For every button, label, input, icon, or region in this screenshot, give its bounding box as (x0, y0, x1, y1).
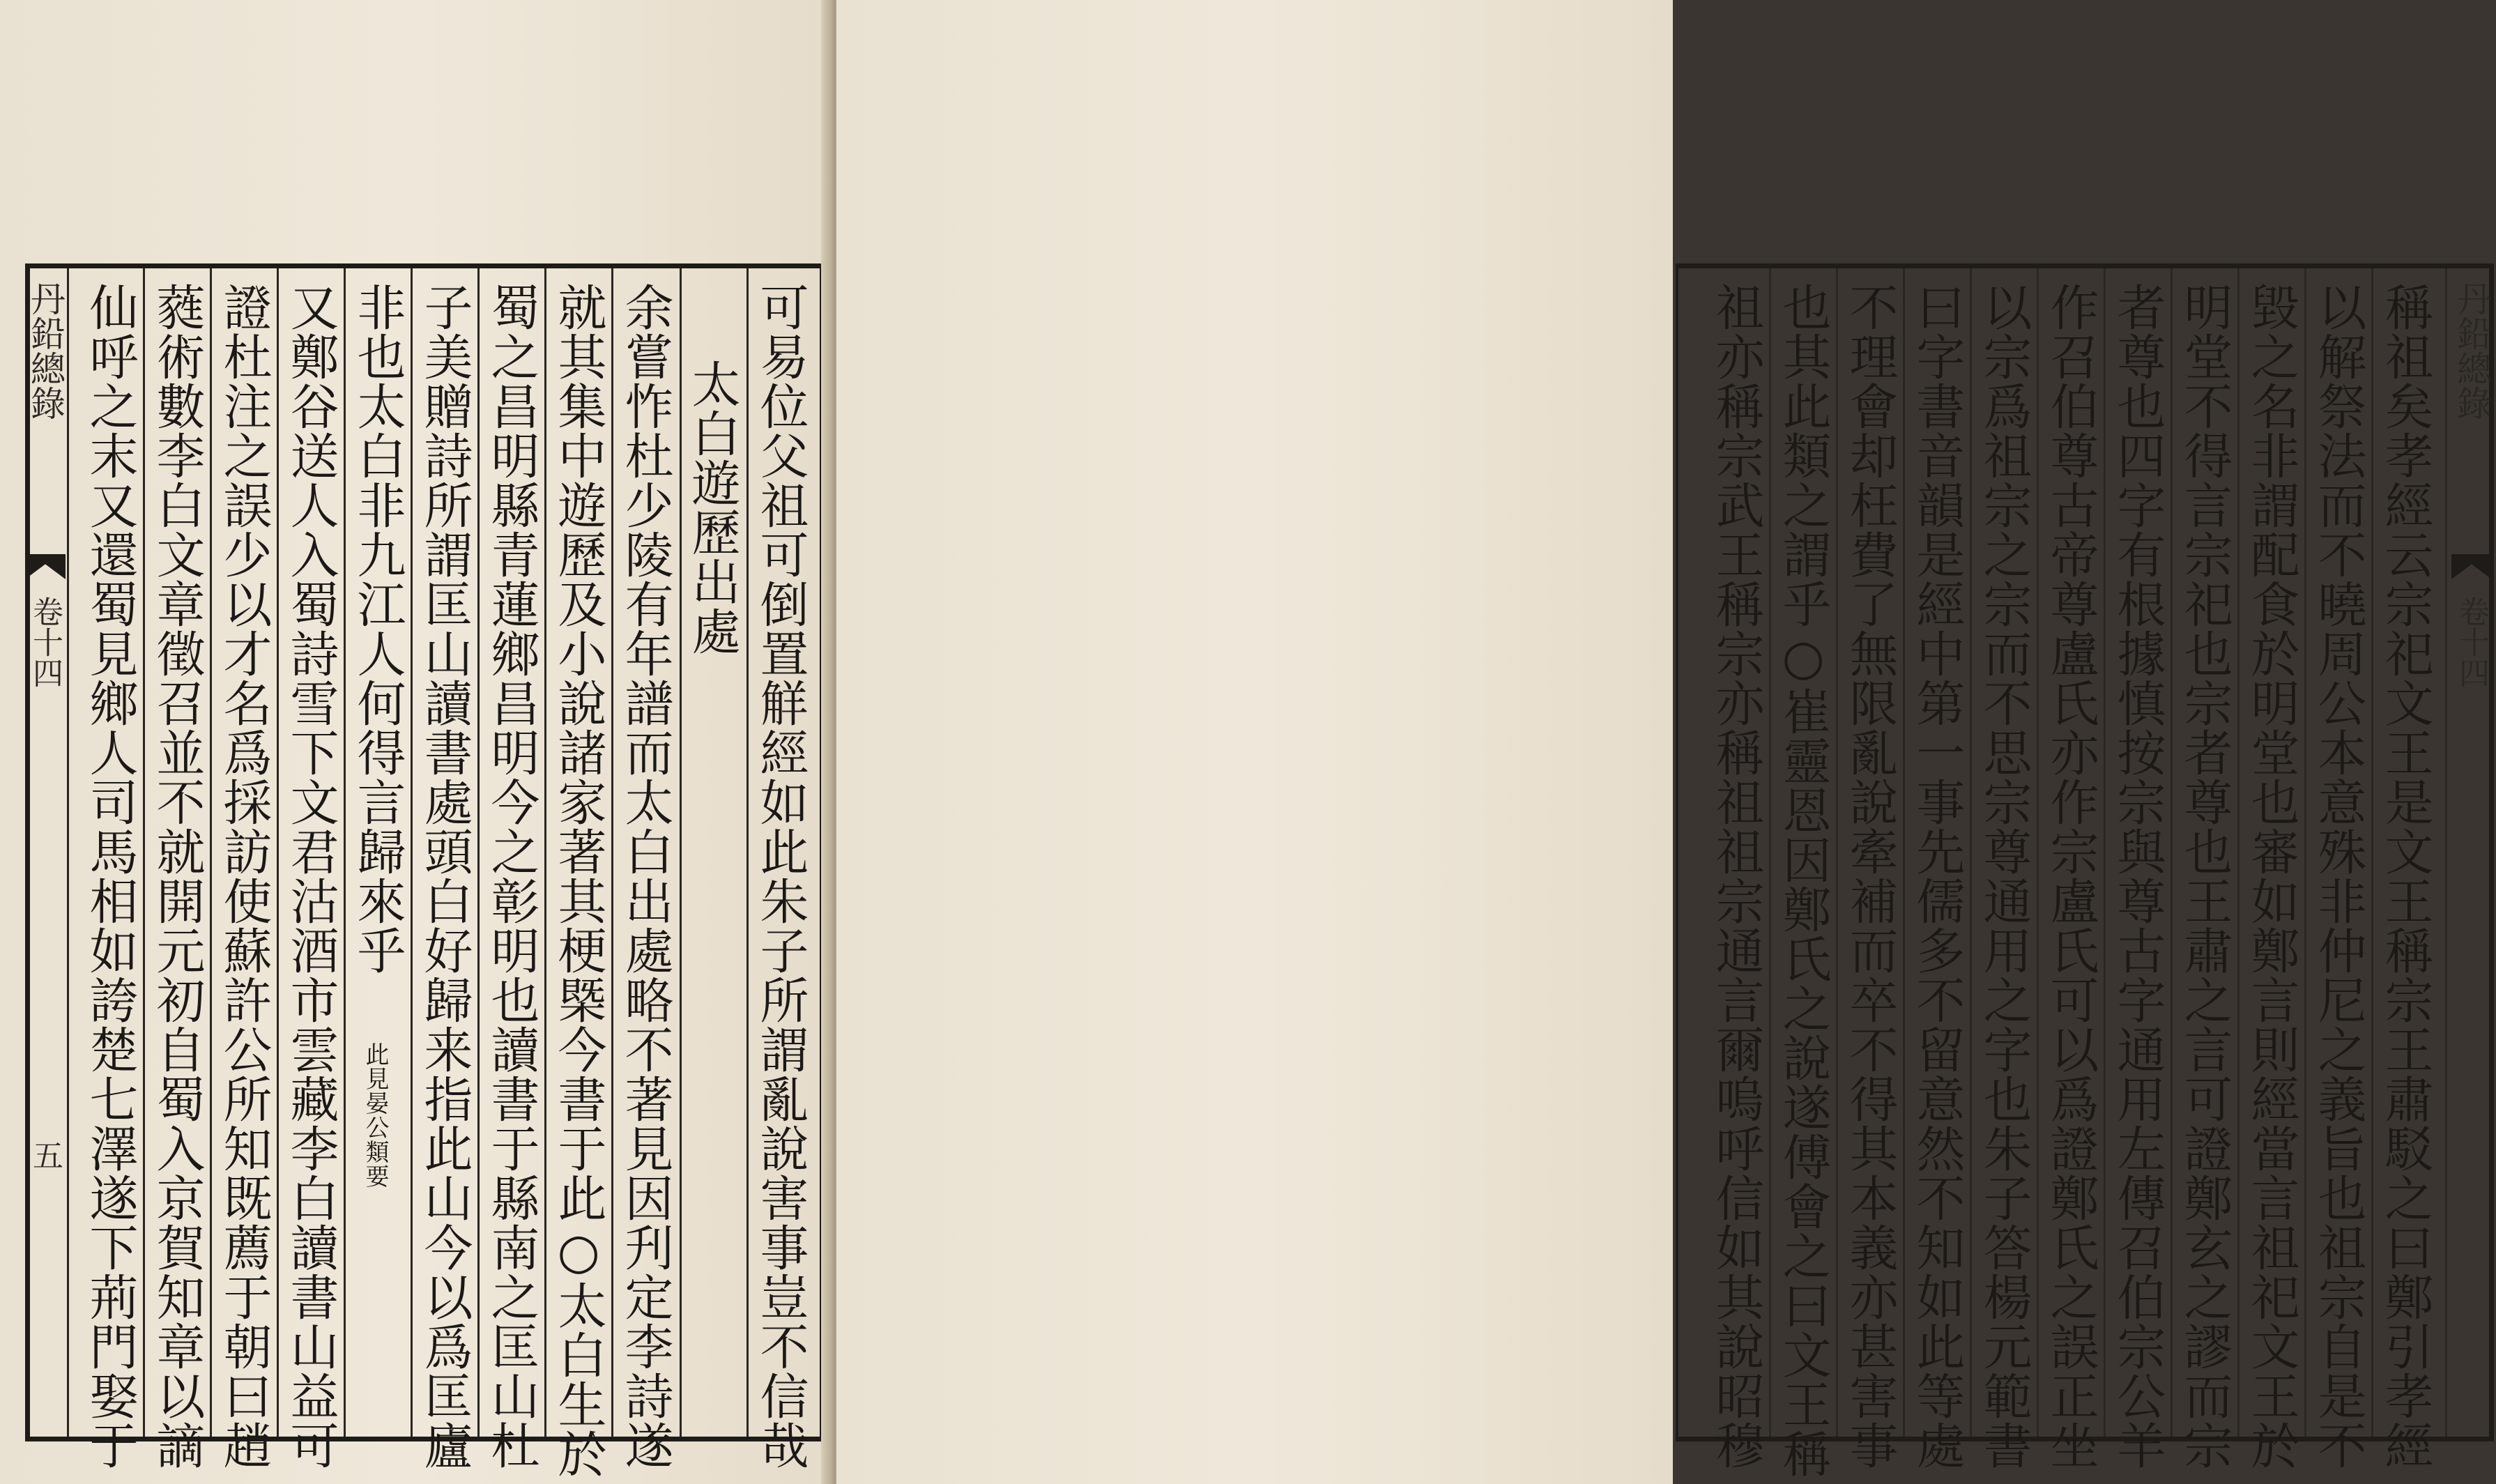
right-banxin (2445, 268, 2496, 1437)
left-col-8: 又鄭谷送人入蜀詩雪下文君沽酒市雲藏李白讀書山益可 (282, 282, 339, 1470)
column-rule (1970, 268, 1972, 1437)
column-rule (611, 268, 613, 1437)
left-col-6: 子美贈詩所謂匡山讀書處頭白好歸来指此山今以爲匡廬 (416, 282, 473, 1470)
banxin-volume: 卷十四 (2453, 596, 2489, 688)
left-page (0, 0, 828, 1484)
column-rule (277, 268, 279, 1437)
right-col-2: 以解祭法而不曉周公本意殊非仲尼之義旨也祖宗自是不 (2310, 282, 2367, 1470)
banxin-title: 丹鉛總錄 (25, 281, 66, 420)
column-rule (2304, 268, 2306, 1437)
right-col-8: 曰字書音韻是經中第一事先儒多不留意然不知如此等處 (1908, 282, 1966, 1470)
fish-tail-ornament-icon (25, 554, 66, 579)
right-col-5: 者尊也四字有根據慎按宗與尊古字通用左傳召伯宗公羊 (2109, 282, 2166, 1470)
left-col-5: 蜀之昌明縣青蓮鄉昌明今之彰明也讀書于縣南之匡山杜 (483, 282, 540, 1470)
left-col-1: 可易位父祖可倒置觧經如此朱子所謂亂說害事豈不信哉 (752, 282, 809, 1470)
banxin-title: 丹鉛總錄 (2451, 281, 2492, 420)
right-col-3: 毀之名非謂配食於明堂也審如鄭言則經當言祖祀文王於 (2243, 282, 2300, 1470)
column-rule (1769, 268, 1771, 1437)
column-rule (544, 268, 546, 1437)
column-rule (143, 268, 145, 1437)
column-rule (344, 268, 346, 1437)
left-col-11: 仙呼之末又還蜀見鄉人司馬相如誇楚七澤遂下荊門娶于 (82, 282, 139, 1470)
right-col-7: 以宗爲祖宗之宗而不思宗尊通用之字也朱子答楊元範書 (1975, 282, 2032, 1470)
right-page-frame (1676, 263, 2494, 1478)
right-page (836, 0, 2492, 1484)
right-col-10: 也其此類之謂乎○崔靈恩因鄭氏之說遂傅會之曰文王稱 (1775, 282, 1832, 1478)
column-rule (411, 268, 413, 1437)
left-col-4: 就其集中遊歷及小說諸家著其梗槩今書于此○太白生於 (550, 282, 607, 1478)
column-rule (2371, 268, 2373, 1437)
column-rule (210, 268, 212, 1437)
right-col-1: 稱祖矣孝經云宗祀文王是文王稱宗王肅駁之曰鄭引孝經 (2377, 282, 2434, 1470)
column-rule (2170, 268, 2173, 1437)
left-col-9: 證杜注之誤少以才名爲採訪使蘇許公所知既薦于朝曰趙 (215, 282, 273, 1470)
right-col-6: 作召伯尊古帝尊盧氏亦作宗盧氏可以爲證鄭氏之誤正坐 (2042, 282, 2099, 1470)
left-banxin (25, 268, 69, 1437)
column-rule (2237, 268, 2239, 1437)
column-rule (746, 268, 749, 1437)
right-col-11: 祖亦稱宗武王稱宗亦稱祖祖宗通言爾嗚呼信如其說昭穆 (1708, 282, 1765, 1470)
section-heading: 太白遊歷出處 (684, 359, 741, 656)
left-col-3: 余嘗怍杜少陵有年譜而太白出處略不著見因刋定李詩遂 (617, 282, 674, 1470)
interlinear-note: 此見晏公類要 (361, 1042, 389, 1188)
column-rule (1836, 268, 1838, 1437)
column-rule (477, 268, 480, 1437)
column-rule (680, 268, 682, 1437)
column-rule (2104, 268, 2106, 1437)
column-rule (1903, 268, 1905, 1437)
left-col-7: 非也太白非九江人何得言歸來乎 (349, 282, 406, 975)
column-rule (2037, 268, 2039, 1437)
fish-tail-ornament-icon (2451, 554, 2492, 579)
left-page-frame (25, 263, 822, 1478)
left-col-10: 蕤術數李白文章徵召並不就開元初自蜀入京賀知章以謫 (148, 282, 206, 1470)
right-col-9: 不理會却枉費了無限亂說牽補而卒不得其本義亦甚害事 (1842, 282, 1899, 1470)
right-col-4: 明堂不得言宗祀也宗者尊也王肅之言可證鄭玄之謬而宗 (2176, 282, 2233, 1470)
banxin-page-number: 五 (27, 1140, 63, 1170)
banxin-volume: 卷十四 (27, 596, 63, 688)
